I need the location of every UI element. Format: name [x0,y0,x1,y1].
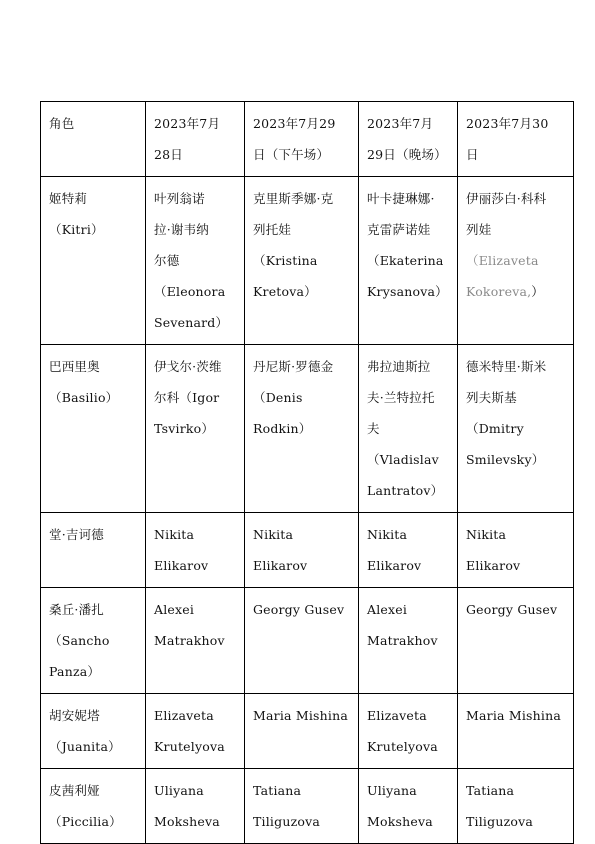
cast-cell [458,177,574,345]
cast-cell: Georgy Gusev [458,588,574,694]
table-row-basilio [41,345,574,513]
cast-cell: Nikita Elikarov [359,513,458,588]
header-date-jul28: 2023年7月 28日 [146,102,245,177]
cast-cell: Alexei Matrakhov [359,588,458,694]
role-cell: 桑丘·潘扎 （Sancho Panza） [41,588,146,694]
cast-cell: 克里斯季娜·克 列托娃 （Kristina Kretova） [245,177,359,345]
cast-cell: 伊戈尔·茨维 尔科（Igor Tsvirko） [146,345,245,513]
cast-cell: Nikita Elikarov [245,513,359,588]
table-row-juanita [41,694,574,769]
role-cell: 皮茜利娅 （Piccilia） [41,769,146,844]
table-row-sancho-panza [41,588,574,694]
cast-name-en-gray: （Elizaveta Kokoreva, [466,253,539,299]
cast-cell: Georgy Gusev [245,588,359,694]
cast-cell: Alexei Matrakhov [146,588,245,694]
cast-cell: Elizaveta Krutelyova [359,694,458,769]
cast-table [40,101,574,844]
table-row-kitri [41,177,574,345]
cast-cell: Tatiana Tiliguzova [245,769,359,844]
cast-cell: Nikita Elikarov [146,513,245,588]
cast-cell: Tatiana Tiliguzova [458,769,574,844]
cast-cell: Nikita Elikarov [458,513,574,588]
role-cell: 巴西里奥 （Basilio） [41,345,146,513]
role-cell: 堂·吉诃德 [41,513,146,588]
cast-cell: 叶列翁诺 拉·谢韦纳 尔德 （Eleonora Sevenard） [146,177,245,345]
role-cell: 姬特莉 （Kitri） [41,177,146,345]
cast-cell: 德米特里·斯米 列夫斯基 （Dmitry Smilevsky） [458,345,574,513]
cast-name-zh: 伊丽莎白·科科 列娃 [466,191,547,237]
header-role: 角色 [41,102,146,177]
cast-cell: Maria Mishina [458,694,574,769]
cast-cell: 弗拉迪斯拉 夫·兰特拉托 夫 （Vladislav Lantratov） [359,345,458,513]
role-cell: 胡安妮塔 （Juanita） [41,694,146,769]
header-date-jul29-afternoon: 2023年7月29 日（下午场） [245,102,359,177]
cast-name-close: ） [531,284,544,299]
cast-cell: Elizaveta Krutelyova [146,694,245,769]
cast-cell: 丹尼斯·罗德金 （Denis Rodkin） [245,345,359,513]
cast-cell: 叶卡捷琳娜· 克雷萨诺娃 （Ekaterina Krysanova） [359,177,458,345]
table-row-don-quixote [41,513,574,588]
cast-cell: Uliyana Moksheva [359,769,458,844]
cast-cell: Uliyana Moksheva [146,769,245,844]
header-date-jul30: 2023年7月30 日 [458,102,574,177]
table-header-row [41,102,574,177]
table-row-piccilia [41,769,574,844]
header-date-jul29-evening: 2023年7月 29日（晚场） [359,102,458,177]
cast-cell: Maria Mishina [245,694,359,769]
